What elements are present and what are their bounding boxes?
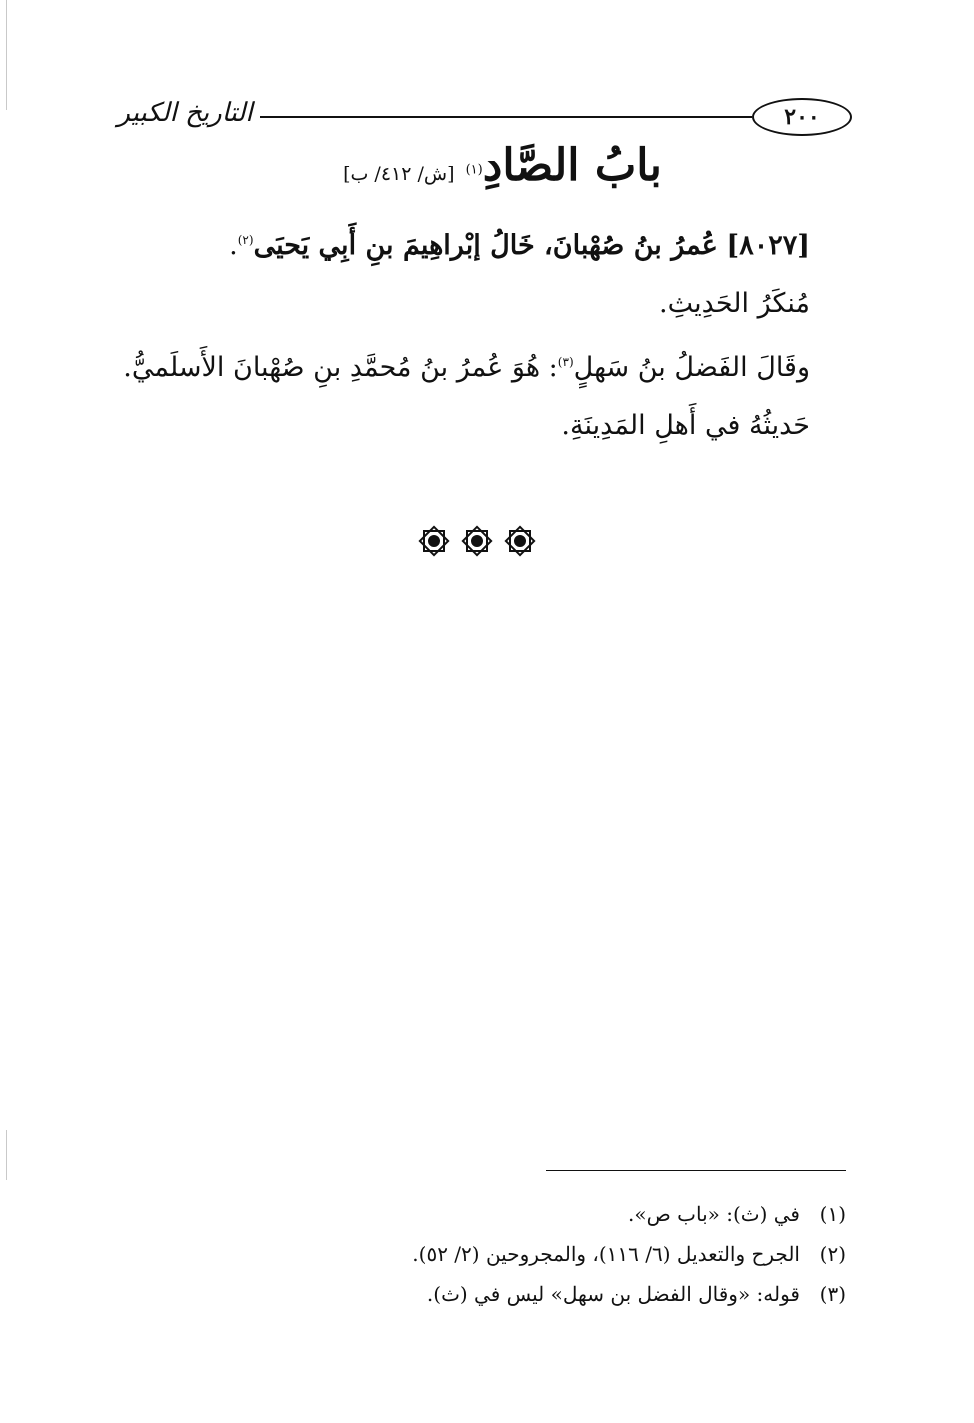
book-title: التاريخ الكبير [117, 98, 253, 128]
body-text: وقَالَ الفَضلُ بنُ سَهلٍ [573, 352, 810, 383]
body-line: حَديثُهُ في أَهلِ المَدِينَةِ. [561, 410, 810, 441]
flower-ornament-icon [417, 524, 451, 558]
scan-edge-mark [6, 0, 7, 110]
line-end-punctuation: . [229, 230, 238, 261]
footnote-text: قوله: «وقال الفضل بن سهل» ليس في (ث). [426, 1282, 800, 1306]
page-number: ٢٠٠ [752, 98, 852, 136]
chapter-title: بابُ الصَّادِ [482, 140, 662, 191]
body-line: مُنكَرُ الحَدِيثِ. [659, 288, 810, 319]
footnote-number: (٢) [819, 1242, 846, 1266]
footnote-marker: (٣) [557, 355, 574, 369]
footnote-number: (١) [819, 1202, 846, 1226]
flower-ornament-icon [503, 524, 537, 558]
manuscript-reference: [ش/ ٤١٢/ ب] [343, 163, 455, 185]
header-rule [260, 116, 752, 118]
footnote-item [200, 1274, 846, 1314]
scan-edge-mark [6, 1130, 7, 1180]
flower-ornament-icon [460, 524, 494, 558]
footnote-number: (٣) [819, 1282, 846, 1306]
footnote-text: في (ث): «باب ص». [628, 1202, 800, 1226]
chapter-heading [185, 140, 810, 191]
body-text: : هُوَ عُمرُ بنُ مُحمَّدِ بنِ صُهْبانَ الأَسلَميُّ. [123, 352, 558, 383]
body-line [123, 333, 810, 397]
entry-heading-line [185, 211, 810, 275]
footnote-item [200, 1234, 846, 1274]
footnote-separator [546, 1170, 846, 1171]
entry-name: عُمرُ بنُ صُهْبانَ، خَالُ إبْراهِيمَ بنِ أَبِي يَحيَى [253, 230, 718, 261]
footnotes [200, 1194, 846, 1314]
footnote-marker: (١) [465, 162, 483, 178]
footnote-item [200, 1194, 846, 1234]
running-header [110, 96, 852, 140]
footnote-text: الجرح والتعديل (٦/ ١١٦)، والمجروحين (٢/ ٥٢). [412, 1242, 800, 1266]
section-divider-ornament [417, 524, 542, 562]
entry-number: [٨٠٢٧] [726, 230, 810, 261]
page-body [123, 140, 810, 455]
footnote-marker: (٢) [237, 233, 254, 247]
